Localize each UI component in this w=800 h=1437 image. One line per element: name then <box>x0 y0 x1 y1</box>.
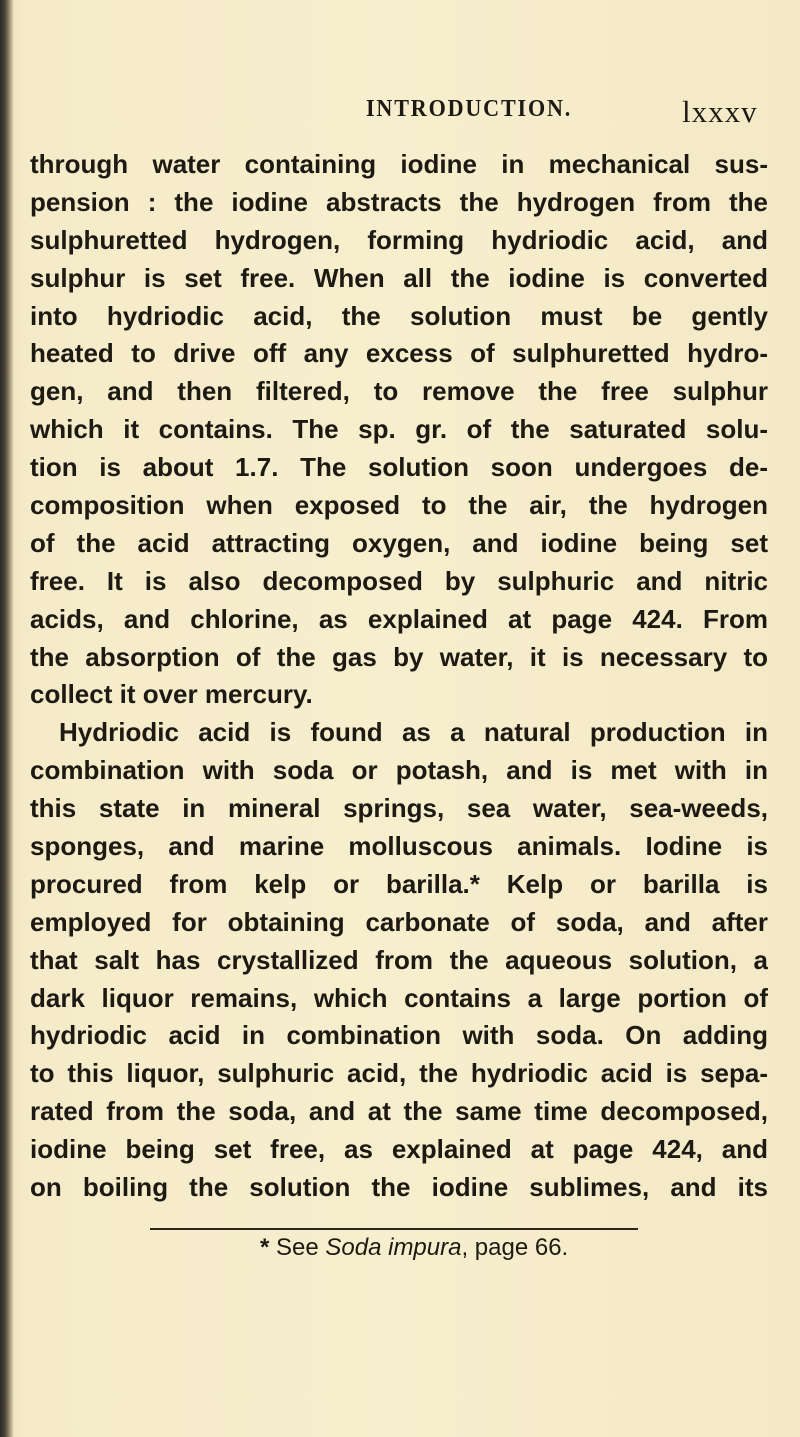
text-line: tion is about 1.7. The solution soon undergoes de- <box>30 452 768 483</box>
text-line: procured from kelp or barilla.* Kelp or barilla is <box>30 868 768 899</box>
text-line: combination with soda or potash, and is met with in <box>30 755 768 786</box>
running-title: INTRODUCTION. <box>366 96 573 122</box>
text-line: employed for obtaining carbonate of soda, and after <box>30 906 768 937</box>
text-line: sulphuretted hydrogen, forming hydriodic acid, and <box>30 224 768 255</box>
text-line: free. It is also decomposed by sulphuric and nitric <box>30 565 768 596</box>
running-head <box>0 94 800 134</box>
text-line: on boiling the solution the iodine sublimes, and its <box>30 1172 768 1203</box>
footnote-reference: , page 66. <box>461 1234 569 1261</box>
text-line: this state in mineral springs, sea water, sea-weeds, <box>30 793 768 824</box>
text-line: sulphur is set free. When all the iodine is converted <box>30 262 768 293</box>
footnote-marker: * <box>260 1234 270 1261</box>
text-line: hydriodic acid in combination with soda. On adding <box>30 1020 768 1051</box>
body-text <box>30 146 768 1207</box>
text-line: gen, and then filtered, to remove the free sulphur <box>30 376 768 407</box>
text-line: collect it over mercury. <box>30 679 313 710</box>
footnote-title: Soda impura <box>325 1234 462 1261</box>
footnote-see: See <box>276 1234 319 1261</box>
text-line: the absorption of the gas by water, it is necessary to <box>30 641 768 672</box>
text-line: composition when exposed to the air, the hydrogen <box>30 490 768 521</box>
text-line: dark liquor remains, which contains a large portion of <box>30 982 768 1013</box>
footnote <box>260 1234 568 1262</box>
text-line: rated from the soda, and at the same time decomposed, <box>30 1096 768 1127</box>
footnote-rule <box>150 1228 638 1230</box>
text-line: to this liquor, sulphuric acid, the hydriodic acid is sepa- <box>30 1058 768 1089</box>
text-line: acids, and chlorine, as explained at page 424. From <box>30 603 768 634</box>
text-line: heated to drive off any excess of sulphuretted hydro- <box>30 338 768 369</box>
text-line: of the acid attracting oxygen, and iodine being set <box>30 527 768 558</box>
text-line: sponges, and marine molluscous animals. Iodine is <box>30 831 768 862</box>
page-number: lxxxv <box>682 94 758 129</box>
text-line: through water containing iodine in mechanical sus- <box>30 149 768 179</box>
binding-shadow <box>0 0 14 1437</box>
text-line: pension : the iodine abstracts the hydrogen from the <box>30 186 768 217</box>
text-line: which it contains. The sp. gr. of the saturated solu- <box>30 414 768 445</box>
text-line: iodine being set free, as explained at page 424, and <box>30 1134 768 1165</box>
text-line: that salt has crystallized from the aqueous solution, a <box>30 944 768 975</box>
paragraph-start-line: Hydriodic acid is found as a natural production in <box>59 717 768 748</box>
text-line: into hydriodic acid, the solution must be gently <box>30 300 768 331</box>
